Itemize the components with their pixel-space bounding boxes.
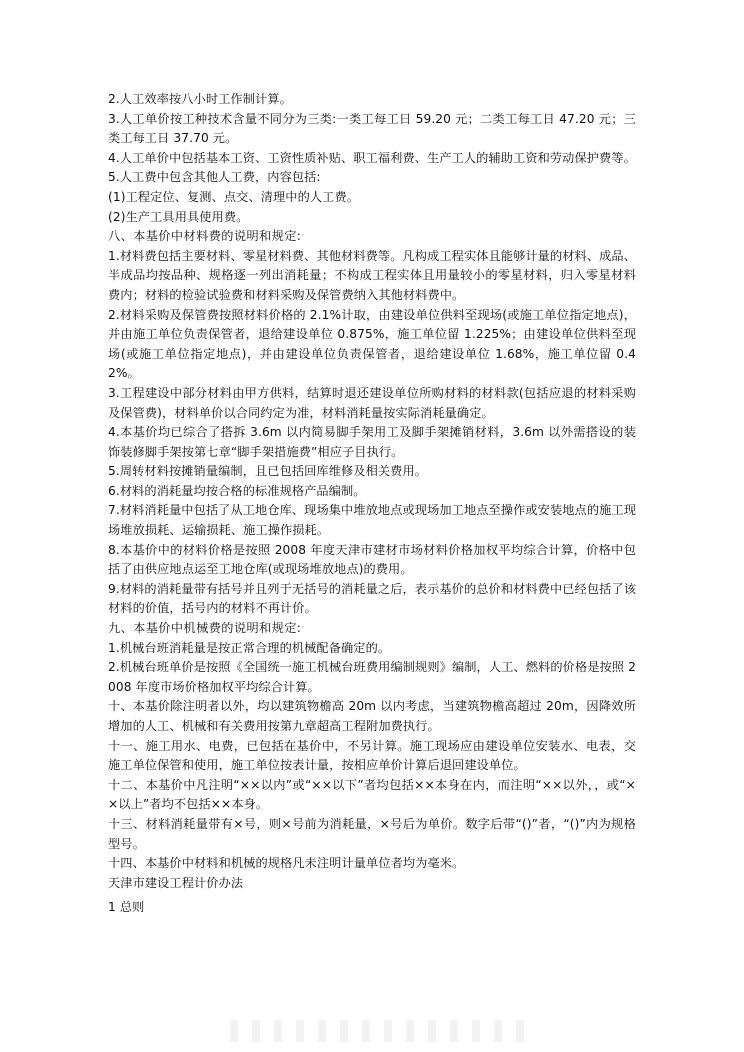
paragraph-within-above: 十二、本基价中凡注明“××以内”或“××以下”者均包括××本身在内，而注明“××以外，，或“××以上”者均不包括××本身。: [108, 777, 636, 812]
paragraph-other-labor-cost: 5.人工费中包含其他人工费，内容包括:: [108, 170, 321, 185]
paragraph-labor-unit-price: 3.人工单价按工种技术含量不同分为三类:一类工每工日 59.20 元；二类工每工日 47.20 元；三类工每工日 37.70 元。: [108, 111, 636, 146]
paragraph-water-electricity: 十一、施工用水、电费，已包括在基价中，不另计算。施工现场应由建设单位安装水、电表，交施工单位保管和使用，施工单位按表计量，按相应单价计算后退回建设单位。: [108, 738, 636, 773]
document-body: [108, 90, 636, 918]
paragraph-labor-price-contents: 4.人工单价中包括基本工资、工资性质补贴、职工福利费、生产工人的辅助工资和劳动保护费等。: [108, 150, 636, 165]
paragraph-material-cost: 1.材料费包括主要材料、零星材料费、其他材料费等。凡构成工程实体且能够计量的材料、成品、半成品均按品种、规格逐一列出消耗量；不构成工程实体且用量较小的零星材料，归入零星材料费内；材料的检验试验费和材料采购及保管费纳入其他材料费中。: [108, 248, 636, 302]
paragraph-material-prices: 8.本基价中的材料价格是按照 2008 年度天津市建材市场材料价格加权平均综合计算，价格中包括了由供应地点运至工地仓库(或现场堆放地点)的费用。: [108, 542, 636, 577]
paragraph-material-losses: 7.材料消耗量中包括了从工地仓库、现场集中堆放地点或现场加工地点至操作或安装地点的施工现场堆放损耗、运输损耗、施工操作损耗。: [108, 503, 636, 538]
paragraph-machine-shifts: 1.机械台班消耗量是按正常合理的机械配备确定的。: [108, 640, 391, 655]
paragraph-specification-units: 十四、本基价中材料和机械的规格凡未注明计量单位者均为毫米。: [108, 856, 465, 871]
paragraph-item-2: (2)生产工具用具使用费。: [108, 209, 249, 224]
document-title-tianjin-pricing: 天津市建设工程计价办法: [108, 875, 244, 890]
faint-bottom-artifact: [230, 1020, 530, 1042]
paragraph-turnover-materials: 5.周转材料按摊销量编制，且已包括回库维修及相关费用。: [108, 464, 428, 479]
paragraph-labor-efficiency: 2.人工效率按八小时工作制计算。: [108, 92, 292, 106]
paragraph-standard-products: 6.材料的消耗量均按合格的标准规格产品编制。: [108, 483, 366, 498]
paragraph-building-height: 十、本基价除注明者以外，均以建筑物檐高 20m 以内考虑，当建筑物檐高超过 20m，因降效所增加的人工、机械和有关费用按第九章超高工程附加费执行。: [108, 699, 636, 733]
section-heading-machinery: 九、本基价中机械费的说明和规定:: [108, 621, 302, 636]
paragraph-owner-supplied: 3.工程建设中部分材料由甲方供料，结算时退还建设单位所购材料的材料款(包括应退的材料采购及保管费)，材料单价以合同约定为准，材料消耗量按实际消耗量确定。: [108, 385, 636, 420]
section-heading-materials: 八、本基价中材料费的说明和规定:: [108, 229, 302, 244]
paragraph-bracketed-quantities: 9.材料的消耗量带有括号并且列于无括号的消耗量之后，表示基价的总价和材料费中已经包括了该材料的价值，括号内的材料不再计价。: [108, 581, 636, 616]
paragraph-scaffolding: 4.本基价均已综合了搭拆 3.6m 以内简易脚手架用工及脚手架摊销材料，3.6m 以外需搭设的装饰装修脚手架按第七章“脚手架措施费”相应子目执行。: [108, 425, 636, 459]
paragraph-machine-unit-price: 2.机械台班单价是按照《全国统一施工机械台班费用编制规则》编制，人工、燃料的价格是按照 2008 年度市场价格加权平均综合计算。: [108, 660, 636, 694]
chapter-heading-general: 1 总则: [108, 900, 145, 915]
paragraph-multiply-sign: 十三、材料消耗量带有×号，则×号前为消耗量，×号后为单价。数字后带“()”者，“()”内为规格型号。: [108, 816, 636, 851]
paragraph-item-1: (1)工程定位、复测、点交、清理中的人工费。: [108, 189, 360, 204]
paragraph-procurement-fee: 2.材料采购及保管费按照材料价格的 2.1%计取，由建设单位供料至现场(或施工单位指定地点)，并由施工单位负责保管者，退给建设单位 0.875%，施工单位留 1.225%；由建设单位供料至现场(或施工单位指定地点)，并由建设单位负责保管者，退给建设单位 1.68%，施工单位留 0.42%。: [108, 307, 636, 381]
